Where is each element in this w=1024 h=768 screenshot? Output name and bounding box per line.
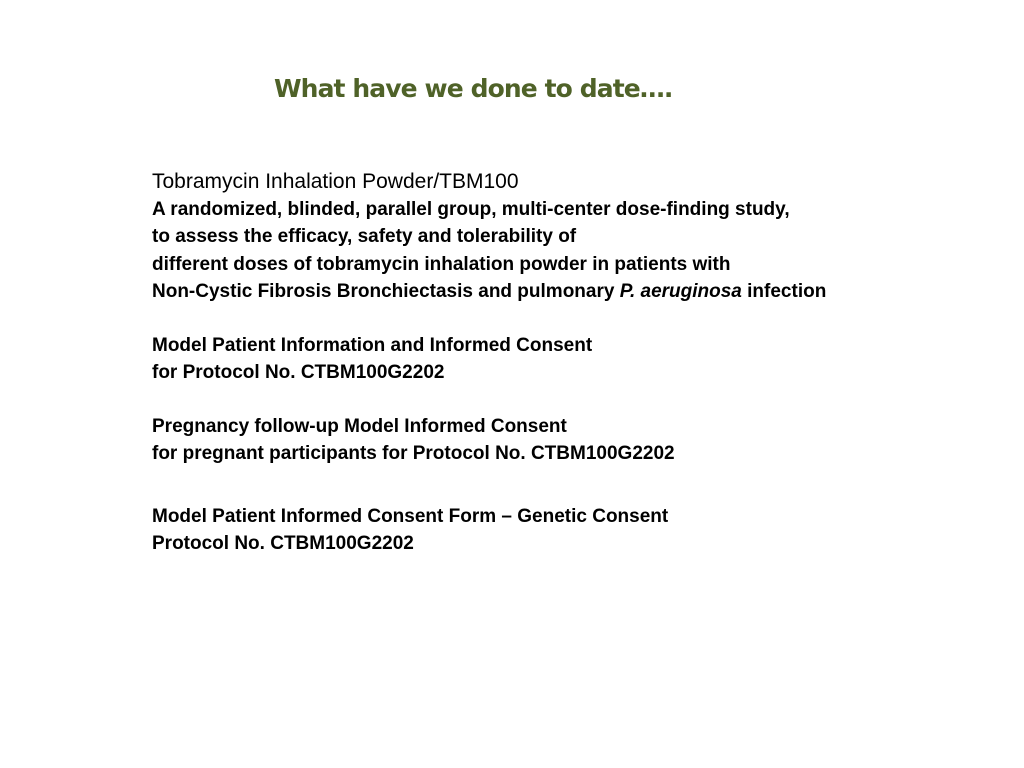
document-protocol: for pregnant participants for Protocol No. CTBM100G2202 <box>152 443 675 464</box>
document-protocol: for Protocol No. CTBM100G2202 <box>152 362 445 383</box>
study-line: different doses of tobramycin inhalation powder in patients with <box>152 253 731 275</box>
drug-title: Tobramycin Inhalation Powder/TBM100 <box>152 170 519 193</box>
document-title: Model Patient Informed Consent Form – Genetic Consent <box>152 505 669 527</box>
document-item <box>152 503 1012 558</box>
study-line: to assess the efficacy, safety and tolerability of <box>152 226 577 247</box>
study-line-last <box>152 278 1012 306</box>
study-line-prefix: Non-Cystic Fibrosis Bronchiectasis and pulmonary <box>152 281 620 302</box>
document-item <box>152 413 1012 468</box>
document-protocol: Protocol No. CTBM100G2202 <box>152 533 414 554</box>
document-title: Model Patient Information and Informed Consent <box>152 334 593 356</box>
study-description <box>152 168 1012 306</box>
study-line-suffix: infection <box>741 281 827 302</box>
slide-content <box>152 168 1012 558</box>
study-line: A randomized, blinded, parallel group, multi-center dose-finding study, <box>152 198 790 220</box>
document-title: Pregnancy follow-up Model Informed Consent <box>152 415 567 437</box>
organism-name: P. aeruginosa <box>619 281 742 302</box>
document-item <box>152 332 1012 387</box>
slide-title: What have we done to date…. <box>274 74 673 103</box>
